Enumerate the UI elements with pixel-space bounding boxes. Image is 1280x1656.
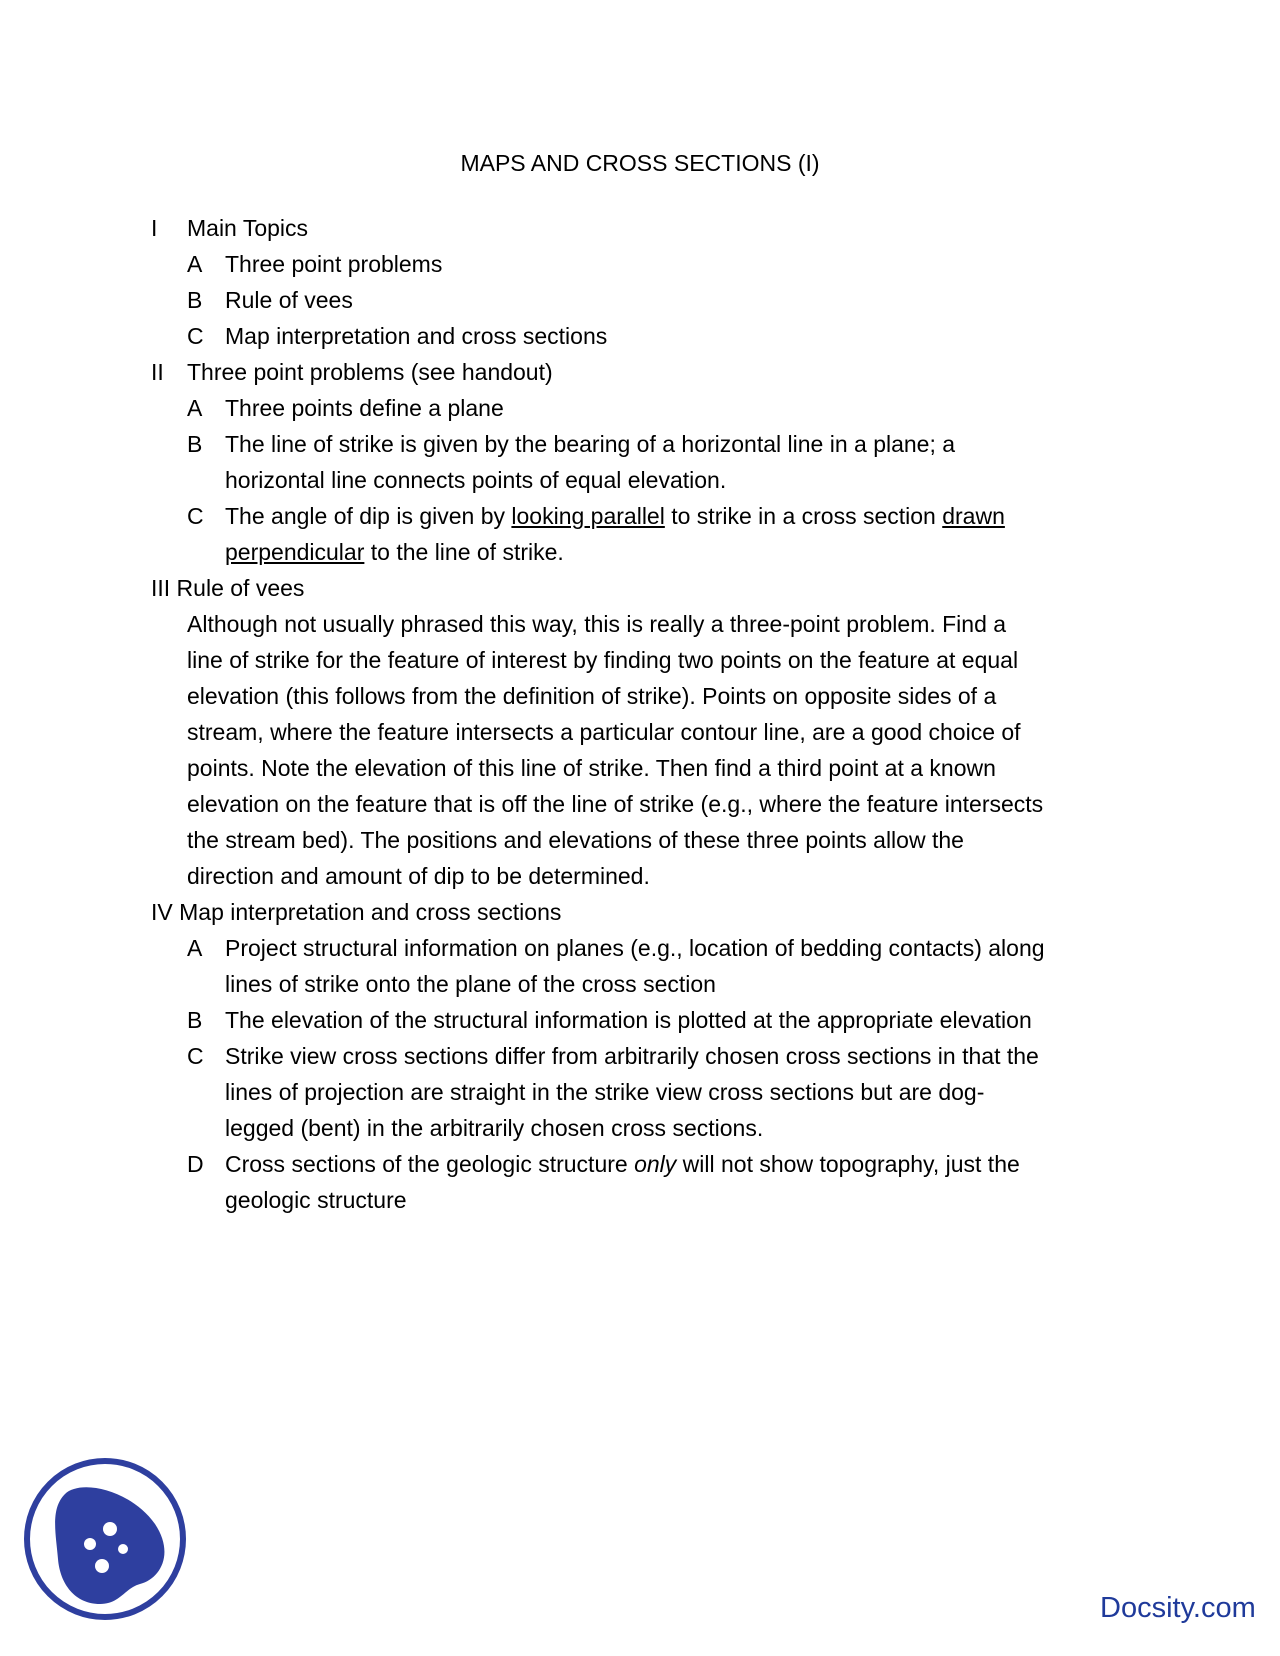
section-4-d-part2: will not show topography, just the xyxy=(676,1151,1020,1177)
paragraph-line: the stream bed). The positions and elevations of these three points allow the xyxy=(187,827,964,853)
section-2-b-line1: The line of strike is given by the bearing of a horizontal line in a plane; a xyxy=(225,431,956,457)
section-4-a-letter: A xyxy=(187,935,203,961)
section-4-a-line1: Project structural information on planes (e.g., location of bedding contacts) along xyxy=(225,935,1045,961)
section-4-c-line3: legged (bent) in the arbitrarily chosen cross sections. xyxy=(225,1115,764,1141)
paragraph-line: Although not usually phrased this way, this is really a three-point problem. Find a xyxy=(187,611,1007,637)
section-4-a-line2: lines of strike onto the plane of the cross section xyxy=(225,971,716,997)
section-4-c-line2: lines of projection are straight in the strike view cross sections but are dog- xyxy=(225,1079,985,1105)
underline-perpendicular: perpendicular xyxy=(225,539,365,565)
section-1-item-text: Map interpretation and cross sections xyxy=(225,323,608,349)
paragraph-line: elevation (this follows from the definition of strike). Points on opposite sides of a xyxy=(187,683,997,709)
docsity-logo-icon xyxy=(20,1454,190,1624)
paragraph-line: points. Note the elevation of this line of strike. Then find a third point at a known xyxy=(187,755,996,781)
section-1-item-letter: B xyxy=(187,287,203,313)
section-4-d-line1 xyxy=(225,1150,1020,1178)
section-2-heading: Three point problems (see handout) xyxy=(187,359,553,385)
docsity-brand-link[interactable]: Docsity.com xyxy=(1100,1592,1256,1624)
section-2-numeral: II xyxy=(151,359,164,385)
section-2-b-line2: horizontal line connects points of equal elevation. xyxy=(225,467,727,493)
paragraph-line: stream, where the feature intersects a particular contour line, are a good choice of xyxy=(187,719,1021,745)
section-1-item-letter: C xyxy=(187,323,204,349)
underline-drawn: drawn xyxy=(942,503,1005,529)
section-2-b-letter: B xyxy=(187,431,203,457)
section-2-c-letter: C xyxy=(187,503,204,529)
section-4-heading: IV Map interpretation and cross sections xyxy=(151,899,562,925)
section-2-c-line2 xyxy=(225,538,564,566)
paragraph-line: line of strike for the feature of interest by finding two points on the feature at equal xyxy=(187,647,1019,673)
section-2-c-part3: to the line of strike. xyxy=(364,539,564,565)
section-1-numeral: I xyxy=(151,215,158,241)
underline-looking-parallel: looking parallel xyxy=(511,503,665,529)
section-4-c-letter: C xyxy=(187,1043,204,1069)
section-3-heading: III Rule of vees xyxy=(151,575,305,601)
paragraph-line: direction and amount of dip to be determined. xyxy=(187,863,650,889)
section-4-d-part1: Cross sections of the geologic structure xyxy=(225,1151,635,1177)
section-4-c-line1: Strike view cross sections differ from arbitrarily chosen cross sections in that the xyxy=(225,1043,1039,1069)
section-1-item-text: Rule of vees xyxy=(225,287,353,313)
section-4-b-letter: B xyxy=(187,1007,203,1033)
page-title: MAPS AND CROSS SECTIONS (I) xyxy=(460,150,820,176)
section-1-heading: Main Topics xyxy=(187,215,309,241)
section-4-b-line1: The elevation of the structural information is plotted at the appropriate elevation xyxy=(225,1007,1032,1033)
section-2-a-letter: A xyxy=(187,395,203,421)
section-4-d-letter: D xyxy=(187,1151,204,1177)
section-2-c-line1 xyxy=(225,502,1005,530)
section-4-d-line2: geologic structure xyxy=(225,1187,407,1213)
italic-only: only xyxy=(634,1151,677,1177)
section-2-c-part2: to strike in a cross section xyxy=(664,503,943,529)
section-1-item-letter: A xyxy=(187,251,203,277)
paragraph-line: elevation on the feature that is off the line of strike (e.g., where the feature intersects xyxy=(187,791,1044,817)
section-2-a-text: Three points define a plane xyxy=(225,395,504,421)
section-1-item-text: Three point problems xyxy=(225,251,443,277)
section-2-c-part1: The angle of dip is given by xyxy=(225,503,512,529)
